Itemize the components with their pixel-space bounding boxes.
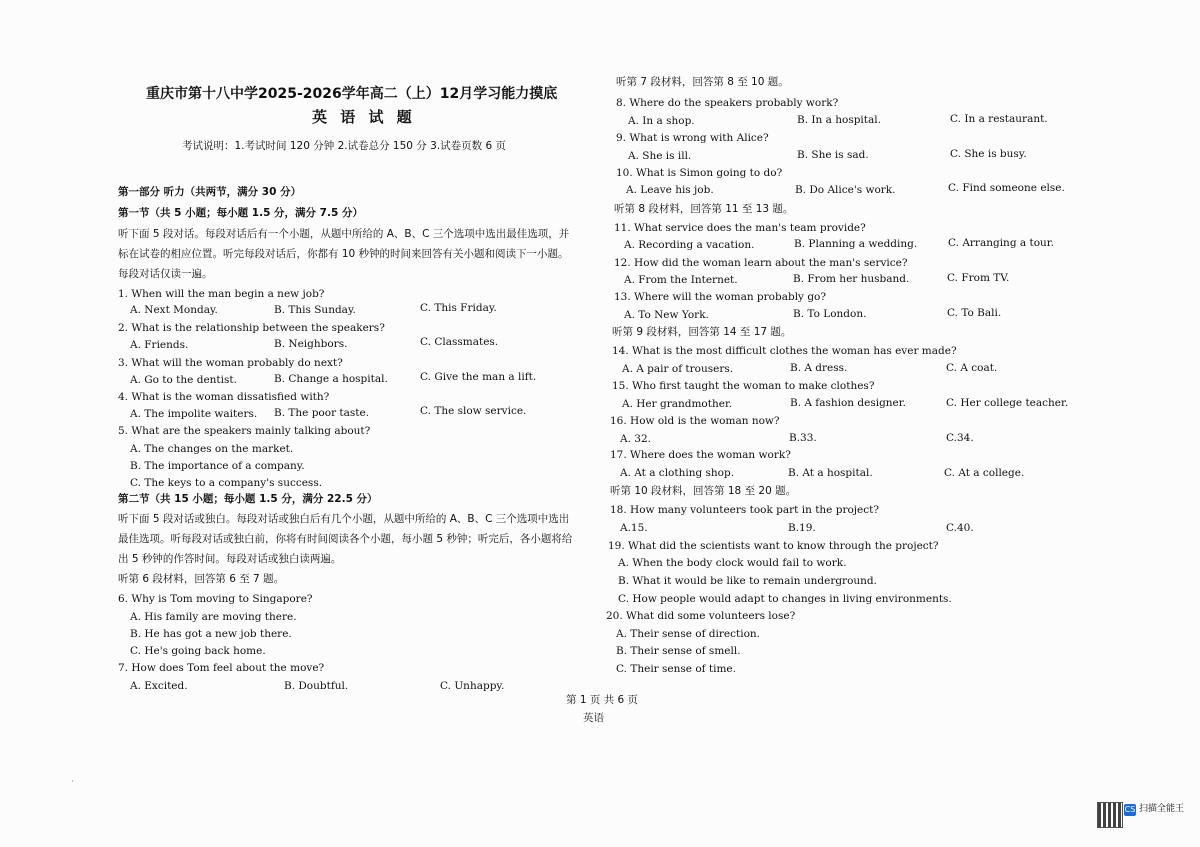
option-c: C. She is busy.	[950, 148, 1027, 160]
option-c: C. Classmates.	[420, 336, 499, 348]
option-c: C. Give the man a lift.	[420, 371, 537, 383]
option-b: B. She is sad.	[797, 149, 869, 161]
option-a: A. Recording a vacation.	[624, 239, 755, 251]
option-b: B. This Sunday.	[274, 304, 356, 316]
option-c: C.40.	[946, 522, 974, 534]
question-text: 7. How does Tom feel about the move?	[118, 662, 325, 674]
option-c: C. Their sense of time.	[616, 663, 736, 675]
section2-instruction-line: 最佳选项。听每段对话或独白前，你将有时间阅读各个小题，每小题 5 秒钟；听完后，各小题将给	[118, 533, 573, 545]
option-a: A. When the body clock would fail to work.	[618, 557, 847, 569]
question-text: 18. How many volunteers took part in the project?	[610, 504, 879, 516]
option-a: A. From the Internet.	[624, 274, 738, 286]
material-heading: 听第 9 段材料，回答第 14 至 17 题。	[612, 326, 792, 338]
option-a: A.15.	[620, 522, 648, 534]
option-b: B. The poor taste.	[274, 407, 370, 419]
option-b: B.19.	[788, 522, 816, 534]
option-c: C. How people would adapt to changes in living environments.	[618, 593, 952, 605]
section1-instruction-line: 标在试卷的相应位置。听完每段对话后，你都有 10 秒钟的时间来回答有关小题和阅读下一小题。	[118, 248, 569, 260]
question-text: 5. What are the speakers mainly talking about?	[118, 425, 371, 437]
option-a: A. At a clothing shop.	[620, 467, 735, 479]
option-c: C. Find someone else.	[948, 182, 1065, 194]
exam-subtitle: 英 语 试 题	[312, 108, 416, 126]
option-c: C. A coat.	[946, 362, 998, 374]
option-c: C. This Friday.	[420, 302, 497, 314]
question-text: 3. What will the woman probably do next?	[118, 357, 343, 369]
option-c: C.34.	[946, 432, 974, 444]
option-a: A. Their sense of direction.	[616, 628, 760, 640]
option-c: C. At a college.	[944, 467, 1025, 479]
option-b: B. To London.	[793, 308, 867, 320]
option-b: B. Do Alice's work.	[795, 184, 896, 196]
option-b: B. Doubtful.	[284, 680, 349, 692]
qr-code-icon	[1097, 802, 1123, 828]
option-c: C. The keys to a company's success.	[130, 477, 323, 489]
camscanner-logo-icon: CS	[1124, 805, 1136, 814]
option-b: B. A dress.	[790, 362, 848, 374]
section1-heading: 第一节（共 5 小题；每小题 1.5 分，满分 7.5 分）	[118, 207, 363, 219]
option-c: C. In a restaurant.	[950, 113, 1048, 125]
option-c: C. Her college teacher.	[946, 397, 1069, 409]
question-text: 13. Where will the woman probably go?	[614, 291, 826, 303]
question-text: 1. When will the man begin a new job?	[118, 288, 325, 300]
question-text: 17. Where does the woman work?	[610, 449, 791, 461]
option-a: A. The changes on the market.	[130, 443, 294, 455]
option-a: A. Her grandmother.	[622, 398, 733, 410]
option-b: B.33.	[789, 432, 817, 444]
option-c: C. Unhappy.	[440, 680, 505, 692]
question-text: 8. Where do the speakers probably work?	[616, 97, 839, 109]
question-text: 11. What service does the man's team provide?	[614, 222, 866, 234]
option-a: A. The impolite waiters.	[130, 408, 258, 420]
option-b: B. He has got a new job there.	[130, 628, 292, 640]
scanner-watermark: 扫描全能王	[1139, 804, 1185, 814]
option-c: C. The slow service.	[420, 405, 527, 417]
page-number: 第 1 页 共 6 页	[566, 694, 639, 706]
option-a: A. His family are moving there.	[130, 611, 297, 623]
option-a: A. Excited.	[130, 680, 188, 692]
question-text: 19. What did the scientists want to know through the project?	[608, 540, 939, 552]
question-text: 10. What is Simon going to do?	[616, 167, 783, 179]
option-a: A. Go to the dentist.	[130, 374, 237, 386]
question-text: 15. Who first taught the woman to make clothes?	[612, 380, 875, 392]
question-text: 14. What is the most difficult clothes the woman has ever made?	[612, 345, 957, 357]
option-a: A. Leave his job.	[626, 184, 714, 196]
option-a: A. To New York.	[624, 309, 709, 321]
option-a: A. Next Monday.	[130, 304, 218, 316]
option-a: A. She is ill.	[628, 150, 692, 162]
option-b: B. Planning a wedding.	[794, 238, 918, 250]
option-b: B. Their sense of smell.	[616, 645, 741, 657]
section2-instruction-line: 听下面 5 段对话或独白。每段对话或独白后有几个小题，从题中所给的 A、B、C 三个选项中选出	[118, 513, 570, 525]
question-text: 6. Why is Tom moving to Singapore?	[118, 593, 313, 605]
material-heading: 听第 8 段材料，回答第 11 至 13 题。	[614, 203, 794, 215]
scan-edge	[72, 780, 73, 782]
option-b: B. Neighbors.	[274, 338, 348, 350]
option-b: B. A fashion designer.	[790, 397, 906, 409]
exam-notes: 考试说明：1.考试时间 120 分钟 2.试卷总分 150 分 3.试卷页数 6 页	[182, 140, 507, 152]
question-text: 16. How old is the woman now?	[610, 415, 780, 427]
section2-heading: 第二节（共 15 小题；每小题 1.5 分，满分 22.5 分）	[118, 493, 378, 505]
option-b: B. At a hospital.	[788, 467, 873, 479]
option-b: B. Change a hospital.	[274, 373, 388, 385]
option-a: A. 32.	[620, 433, 651, 445]
option-b: B. The importance of a company.	[130, 460, 305, 472]
option-c: C. From TV.	[947, 272, 1010, 284]
exam-title: 重庆市第十八中学2025-2026学年高二（上）12月学习能力摸底	[146, 86, 558, 102]
material-heading: 听第 10 段材料，回答第 18 至 20 题。	[610, 485, 797, 497]
question-text: 9. What is wrong with Alice?	[616, 132, 769, 144]
material-heading: 听第 6 段材料，回答第 6 至 7 题。	[118, 573, 285, 585]
section1-instruction-line: 听下面 5 段对话。每段对话后有一个小题，从题中所给的 A、B、C 三个选项中选出最佳选项，并	[118, 228, 570, 240]
question-text: 20. What did some volunteers lose?	[606, 610, 796, 622]
option-a: A. In a shop.	[628, 115, 695, 127]
option-b: B. What it would be like to remain underground.	[618, 575, 877, 587]
option-c: C. To Bali.	[947, 307, 1002, 319]
material-heading: 听第 7 段材料，回答第 8 至 10 题。	[616, 76, 789, 88]
option-c: C. Arranging a tour.	[948, 237, 1054, 249]
option-b: B. In a hospital.	[797, 114, 881, 126]
subject-label: 英语	[583, 712, 604, 724]
option-c: C. He's going back home.	[130, 645, 266, 657]
part1-heading: 第一部分 听力（共两节，满分 30 分）	[118, 186, 302, 198]
question-text: 4. What is the woman dissatisfied with?	[118, 391, 330, 403]
option-a: A. Friends.	[130, 339, 189, 351]
question-text: 12. How did the woman learn about the man's service?	[614, 257, 908, 269]
option-b: B. From her husband.	[793, 273, 910, 285]
question-text: 2. What is the relationship between the speakers?	[118, 322, 385, 334]
option-a: A. A pair of trousers.	[622, 363, 734, 375]
section2-instruction-line: 出 5 秒钟的作答时间。每段对话或独白读两遍。	[118, 553, 342, 565]
section1-instruction-line: 每段对话仅读一遍。	[118, 268, 213, 280]
